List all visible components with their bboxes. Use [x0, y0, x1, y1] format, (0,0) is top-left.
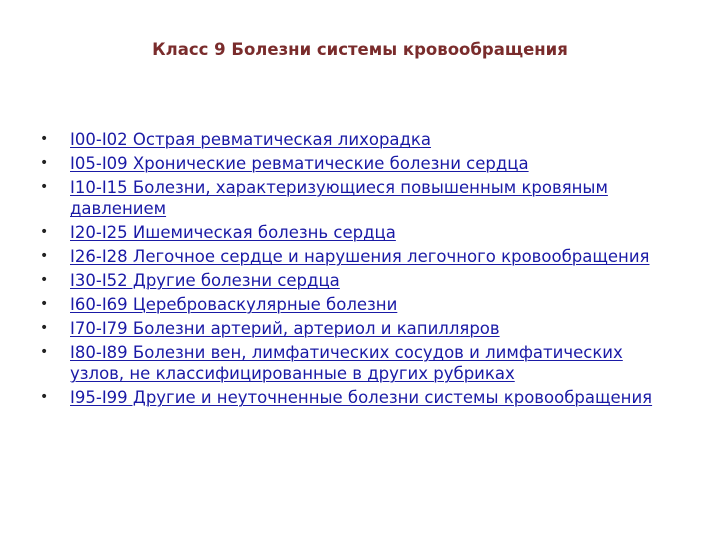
disease-code-list [40, 129, 680, 411]
bullet-icon: • [40, 224, 49, 240]
bullet-icon: • [40, 248, 49, 264]
link-i80-i89[interactable]: I80-I89 Болезни вен, лимфатических сосудов и лимфатических узлов, не классифицированные в других рубриках [70, 343, 623, 383]
list-item [40, 342, 680, 384]
bullet-icon: • [40, 155, 49, 171]
list-item [40, 177, 680, 219]
bullet-icon: • [40, 344, 49, 360]
list-item [40, 294, 680, 315]
slide-title: Класс 9 Болезни системы кровообращения [152, 40, 568, 59]
list-item [40, 153, 680, 174]
bullet-icon: • [40, 320, 49, 336]
link-i70-i79[interactable]: I70-I79 Болезни артерий, артериол и капилляров [70, 319, 500, 338]
link-i60-i69[interactable]: I60-I69 Цереброваскулярные болезни [70, 295, 398, 314]
bullet-icon: • [40, 296, 49, 312]
link-i05-i09[interactable]: I05-I09 Хронические ревматические болезни сердца [70, 154, 529, 173]
list-item [40, 246, 680, 267]
list-item [40, 222, 680, 243]
list-item [40, 387, 680, 408]
list-item [40, 318, 680, 339]
bullet-icon: • [40, 179, 49, 195]
bullet-icon: • [40, 272, 49, 288]
link-i95-i99[interactable]: I95-I99 Другие и неуточненные болезни системы кровообращения [70, 388, 653, 407]
list-item [40, 129, 680, 150]
bullet-icon: • [40, 131, 49, 147]
link-i00-i02[interactable]: I00-I02 Острая ревматическая лихорадка [70, 130, 432, 149]
bullet-icon: • [40, 389, 49, 405]
list-item [40, 270, 680, 291]
link-i10-i15[interactable]: I10-I15 Болезни, характеризующиеся повышенным кровяным давлением [70, 178, 608, 218]
link-i30-i52[interactable]: I30-I52 Другие болезни сердца [70, 271, 340, 290]
link-i26-i28[interactable]: I26-I28 Легочное сердце и нарушения легочного кровообращения [70, 247, 650, 266]
link-i20-i25[interactable]: I20-I25 Ишемическая болезнь сердца [70, 223, 396, 242]
